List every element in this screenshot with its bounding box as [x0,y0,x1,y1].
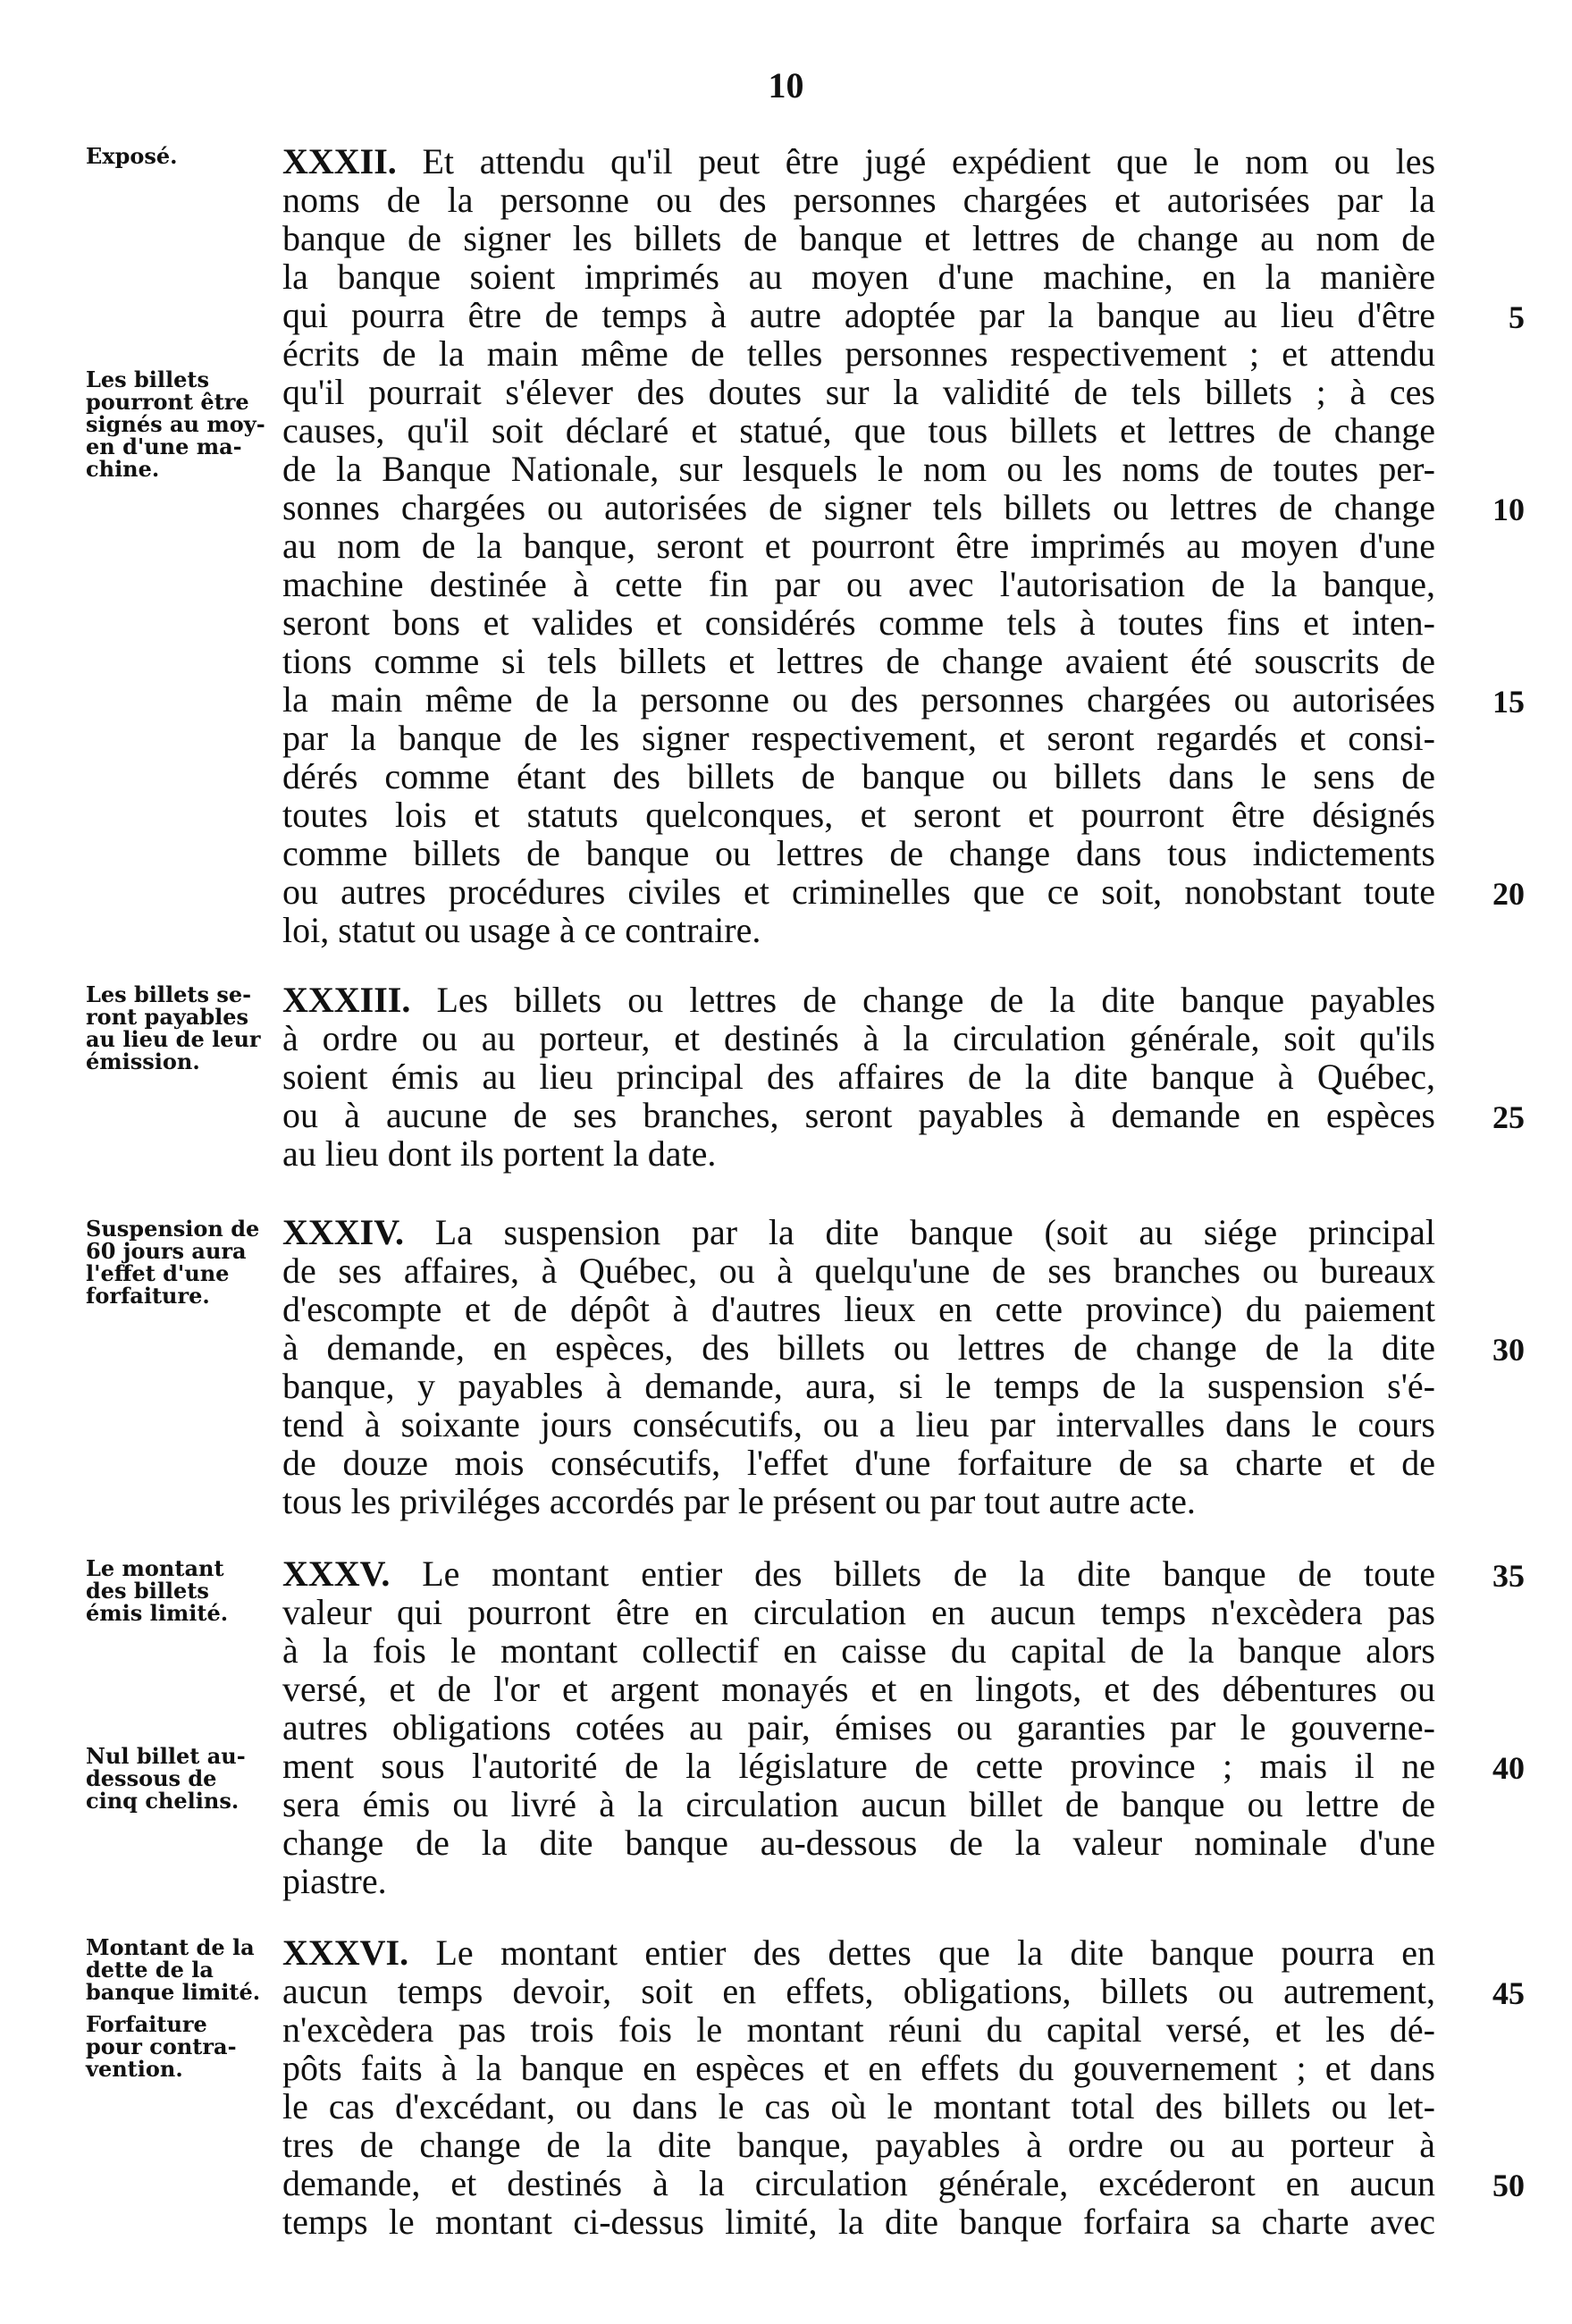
margin-note-line: Suspension de [86,1216,260,1242]
margin-note-montant-dette [86,1936,273,2003]
text-line: ou à aucune de ses branches, seront payables à demande en espèces [282,1095,1435,1135]
text-line [282,1555,1435,1593]
margin-note-line: Les billets [86,366,210,392]
margin-note-montant-billets [86,1557,273,1624]
margin-note-line: l'effet d'une [86,1260,230,1286]
text-line: soient émis au lieu principal des affaires de la dite banque à Québec, [282,1057,1435,1097]
text-line: par la banque de les signer respectivement, et seront regardés et consi- [282,718,1435,758]
line-number: 15 [1492,684,1525,720]
text-line: le cas d'excédant, ou dans le cas où le montant total des billets ou let- [282,2086,1435,2126]
margin-note-line: au lieu de leur [86,1026,261,1052]
text-line: sera émis ou livré à la circulation aucun billet de banque ou lettre de [282,1784,1435,1824]
margin-note-expose [86,145,273,167]
margin-note-line: signés au moy- [86,411,265,437]
margin-note-line: vention. [86,2056,183,2082]
margin-note-forfaiture [86,2013,273,2080]
section-number: XXXIV. [282,1212,404,1252]
line-number: 20 [1492,876,1525,912]
text-line: la banque soient imprimés au moyen d'une machine, en la manière [282,257,1435,297]
text-line: qu'il pourrait s'élever des doutes sur la validité de tels billets ; à ces [282,372,1435,412]
text-line: sonnes chargées ou autorisées de signer tels billets ou lettres de change [282,487,1435,527]
line-number: 25 [1492,1099,1525,1135]
margin-note-line: dette de la [86,1957,214,1983]
text-line: tres de change de la dite banque, payables à ordre ou au porteur à [282,2125,1435,2165]
margin-note-line: ront payables [86,1004,249,1030]
margin-note-line: forfaiture. [86,1283,210,1309]
line-number: 35 [1492,1558,1525,1594]
line-number: 10 [1492,492,1525,527]
line-number: 50 [1492,2168,1525,2203]
section-number: XXXV. [282,1554,391,1594]
margin-note-billets-payables [86,983,273,1073]
section-number: XXXIII. [282,980,411,1020]
text-line: pôts faits à la banque en espèces et en effets du gouvernement ; et dans [282,2048,1435,2088]
text-line: d'escompte et de dépôt à d'autres lieux en cette province) du paiement [282,1289,1435,1329]
text-line: dérés comme étant des billets de banque ou billets dans le sens de [282,756,1435,796]
text-line: au nom de la banque, seront et pourront être imprimés au moyen d'une [282,526,1435,566]
text-line: de douze mois consécutifs, l'effet d'une forfaiture de sa charte et de [282,1443,1435,1483]
text-line: machine destinée à cette fin par ou avec l'autorisation de la banque, [282,564,1435,604]
margin-note-line: Les billets se- [86,981,252,1007]
text-line: qui pourra être de temps à autre adoptée par la banque au lieu d'être [282,295,1435,335]
margin-note-line: des billets [86,1578,209,1604]
text-line: ou autres procédures civiles et criminelles que ce soit, nonobstant toute [282,872,1435,912]
text-line: à la fois le montant collectif en caisse du capital de la banque alors [282,1630,1435,1671]
text-line: noms de la personne ou des personnes chargées et autorisées par la [282,180,1435,220]
text-line: toutes lois et statuts quelconques, et seront et pourront être désignés [282,795,1435,835]
text-line: ment sous l'autorité de la législature de cette province ; mais il ne [282,1746,1435,1786]
text-line-content: La suspension par la dite banque (soit au siége principal [434,1212,1436,1252]
line-number: 40 [1492,1750,1525,1786]
margin-note-line: Le montant [86,1555,224,1581]
margin-note-line: banque limité. [86,1979,261,2005]
margin-note-line: dessous de [86,1765,217,1791]
margin-note-line: cinq chelins. [86,1788,240,1814]
text-line: autres obligations cotées au pair, émises ou garanties par le gouverne- [282,1707,1435,1747]
text-line: causes, qu'il soit déclaré et statué, que tous billets et lettres de change [282,410,1435,450]
text-line: écrits de la main même de telles personnes respectivement ; et attendu [282,333,1435,374]
margin-note-line: pourront être [86,389,249,415]
text-line: versé, et de l'or et argent monayés et en lingots, et des débentures ou [282,1669,1435,1709]
margin-note-line: Nul billet au- [86,1743,246,1769]
section-number: XXXII. [282,141,397,181]
text-line: tous les priviléges accordés par le présent ou par tout autre acte. [282,1481,1196,1521]
text-line: comme billets de banque ou lettres de change dans tous indictements [282,833,1435,873]
text-line: seront bons et valides et considérés comme tels à toutes fins et inten- [282,602,1435,643]
text-line: banque, y payables à demande, aura, si le temps de la suspension s'é- [282,1366,1435,1406]
text-line: tend à soixante jours consécutifs, ou a lieu par intervalles dans le cours [282,1404,1435,1444]
margin-note-line: Exposé. [86,143,178,169]
text-line: banque de signer les billets de banque et lettres de change au nom de [282,218,1435,258]
text-line: de ses affaires, à Québec, ou à quelqu'une de ses branches ou bureaux [282,1250,1435,1291]
margin-note-line: pour contra- [86,2034,237,2059]
text-line: à demande, en espèces, des billets ou lettres de change de la dite [282,1327,1435,1368]
text-line [282,143,1435,181]
text-line: n'excèdera pas trois fois le montant réuni du capital versé, et les dé- [282,2009,1435,2050]
text-line: la main même de la personne ou des personnes chargées ou autorisées [282,679,1435,720]
text-line: valeur qui pourront être en circulation en aucun temps n'excèdera pas [282,1592,1435,1632]
margin-note-suspension [86,1217,273,1307]
text-line-content: Et attendu qu'il peut être jugé expédient que le nom ou les [422,141,1436,181]
text-line-content: Les billets ou lettres de change de la dite banque payables [436,980,1436,1020]
text-line: de la Banque Nationale, sur lesquels le nom ou les noms de toutes per- [282,449,1435,489]
text-line [282,1214,1435,1251]
margin-note-line: Montant de la [86,1934,255,1960]
margin-note-line: émis limité. [86,1600,229,1626]
margin-note-billets-machine [86,368,273,480]
margin-note-line: chine. [86,456,160,482]
text-line: aucun temps devoir, soit en effets, obligations, billets ou autrement, [282,1971,1435,2011]
text-line: tions comme si tels billets et lettres de change avaient été souscrits de [282,641,1435,681]
line-number: 45 [1492,1975,1525,2011]
section-number: XXXVI. [282,1932,409,1973]
margin-note-line: en d'une ma- [86,434,242,459]
text-line: demande, et destinés à la circulation générale, excéderont en aucun [282,2163,1435,2203]
margin-note-line: émission. [86,1048,200,1074]
line-number: 5 [1509,299,1525,335]
text-line: au lieu dont ils portent la date. [282,1133,717,1174]
text-line-content: Le montant entier des dettes que la dite banque pourra en [435,1932,1436,1973]
text-line: piastre. [282,1861,387,1901]
text-line-content: Le montant entier des billets de la dite banque de toute [422,1554,1436,1594]
text-line [282,1934,1435,1972]
margin-note-line: Forfaiture [86,2011,207,2037]
text-line: loi, statut ou usage à ce contraire. [282,910,761,950]
line-number: 30 [1492,1332,1525,1368]
margin-note-nul-billet [86,1745,273,1812]
text-line [282,981,1435,1019]
text-line: à ordre ou au porteur, et destinés à la circulation générale, soit qu'ils [282,1018,1435,1058]
margin-note-line: 60 jours aura [86,1238,247,1264]
text-line: temps le montant ci-dessus limité, la dite banque forfaira sa charte avec [282,2202,1435,2242]
page-number: 10 [768,65,804,105]
text-line: change de la dite banque au-dessous de la valeur nominale d'une [282,1823,1435,1863]
